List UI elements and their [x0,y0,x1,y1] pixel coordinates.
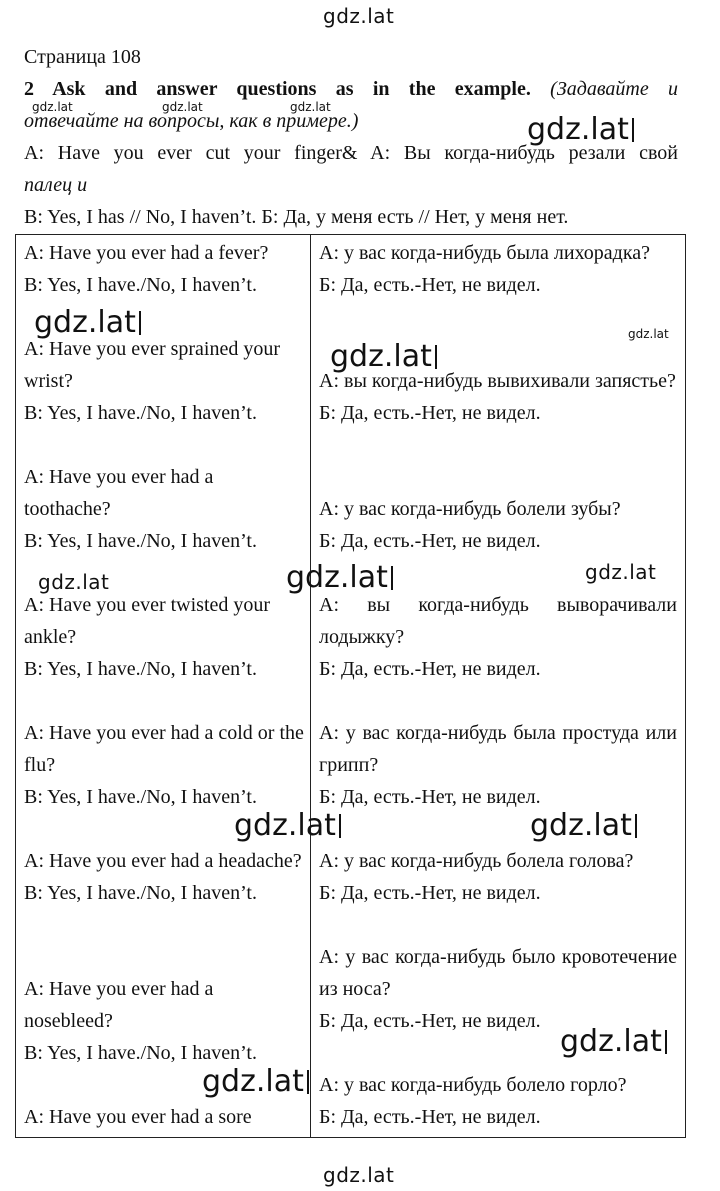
answer-ru: Б: Да, есть.-Нет, не видел. [319,530,541,552]
question: A: Have you ever had a headache? [24,850,302,872]
table-row-right [319,941,677,1037]
answer-ru: Б: Да, есть.-Нет, не видел. [319,402,541,424]
watermark-top: gdz.lat [323,4,395,28]
answer-ru: Б: Да, есть.-Нет, не видел. [319,1010,541,1032]
page-label: Страница 108 [24,46,141,68]
example-answer: B: Yes, I has // No, I haven’t. Б: Да, у меня есть // Нет, у меня нет. [24,206,569,228]
watermark-small: gdz.lat [628,327,669,341]
table-row-left [24,973,304,1069]
question-ru: А: у вас когда-нибудь болело горло? [319,1074,627,1096]
answer: B: Yes, I have./No, I haven’t. [24,658,257,680]
table-row-left [24,237,304,301]
answer: B: Yes, I have./No, I haven’t. [24,786,257,808]
question: A: Have you ever had a nosebleed? [24,978,214,1032]
answer: B: Yes, I have./No, I haven’t. [24,402,257,424]
question: A: Have you ever had a toothache? [24,466,214,520]
table-row-right [319,589,677,685]
answer: B: Yes, I have./No, I haven’t. [24,530,257,552]
answer-ru: Б: Да, есть.-Нет, не видел. [319,1106,541,1128]
watermark-large: gdz.lat [234,808,341,843]
table-row-left [24,333,304,429]
question: A: Have you ever sprained your wrist? [24,338,281,392]
task-translation-part2: отвечайте на вопросы, как в примере.) [24,110,359,132]
watermark-small: gdz.lat [290,100,331,114]
question-ru: А: вы когда-нибудь вывихивали запястье? [319,370,676,392]
table-row-left [24,589,304,685]
table-row-right [319,717,677,813]
table-row-right [319,493,677,557]
table-row-left [24,717,304,813]
watermark-large: gdz.lat [527,112,634,147]
watermark-large: gdz.lat [286,560,393,595]
question: A: Have you ever twisted your ankle? [24,594,271,648]
answer: B: Yes, I have./No, I haven’t. [24,1042,257,1064]
answer-ru: Б: Да, есть.-Нет, не видел. [319,658,541,680]
watermark-small: gdz.lat [38,570,110,594]
watermark-large: gdz.lat [530,808,637,843]
answer-ru: Б: Да, есть.-Нет, не видел. [319,786,541,808]
question-ru: А: у вас когда-нибудь было кровотечение из носа? [319,946,677,1000]
answer-ru: Б: Да, есть.-Нет, не видел. [319,882,541,904]
table-row-left [24,461,304,557]
column-divider [310,235,311,1137]
question: A: Have you ever had a fever? [24,242,269,264]
question-ru: А: вы когда-нибудь выворачивали лодыжку? [319,594,677,648]
watermark-small: gdz.lat [32,100,73,114]
watermark-large: gdz.lat [202,1064,309,1099]
question-ru: А: у вас когда-нибудь была простуда или грипп? [319,722,677,776]
table-row-right [319,365,677,429]
task-title: 2 Ask and answer questions as in the example. [24,78,531,100]
watermark-bottom: gdz.lat [323,1163,395,1187]
answer-ru: Б: Да, есть.-Нет, не видел. [319,274,541,296]
question-ru: А: у вас когда-нибудь болела голова? [319,850,634,872]
watermark-large: gdz.lat [34,305,141,340]
task-line-1 [24,73,678,105]
example-question: A: Have you ever cut your finger& A: Вы когда-нибудь резали свой [24,142,678,164]
task-translation-part1: (Задавайте и [550,78,678,100]
question-ru: А: у вас когда-нибудь болели зубы? [319,498,621,520]
table-row-right [319,845,677,909]
question: A: Have you ever had a cold or the flu? [24,722,304,776]
watermark-small: gdz.lat [585,560,657,584]
question-ru: А: у вас когда-нибудь была лихорадка? [319,242,651,264]
example-question-cont: палец и [24,174,88,196]
question: A: Have you ever had a sore [24,1106,252,1128]
watermark-small: gdz.lat [162,100,203,114]
table-row-right [319,1069,677,1133]
answer: B: Yes, I have./No, I haven’t. [24,882,257,904]
table-row-left [24,845,304,909]
watermark-large: gdz.lat [330,339,437,374]
answer: B: Yes, I have./No, I haven’t. [24,274,257,296]
watermark-large: gdz.lat [560,1024,667,1059]
table-row-left [24,1101,304,1133]
table-row-right [319,237,677,301]
